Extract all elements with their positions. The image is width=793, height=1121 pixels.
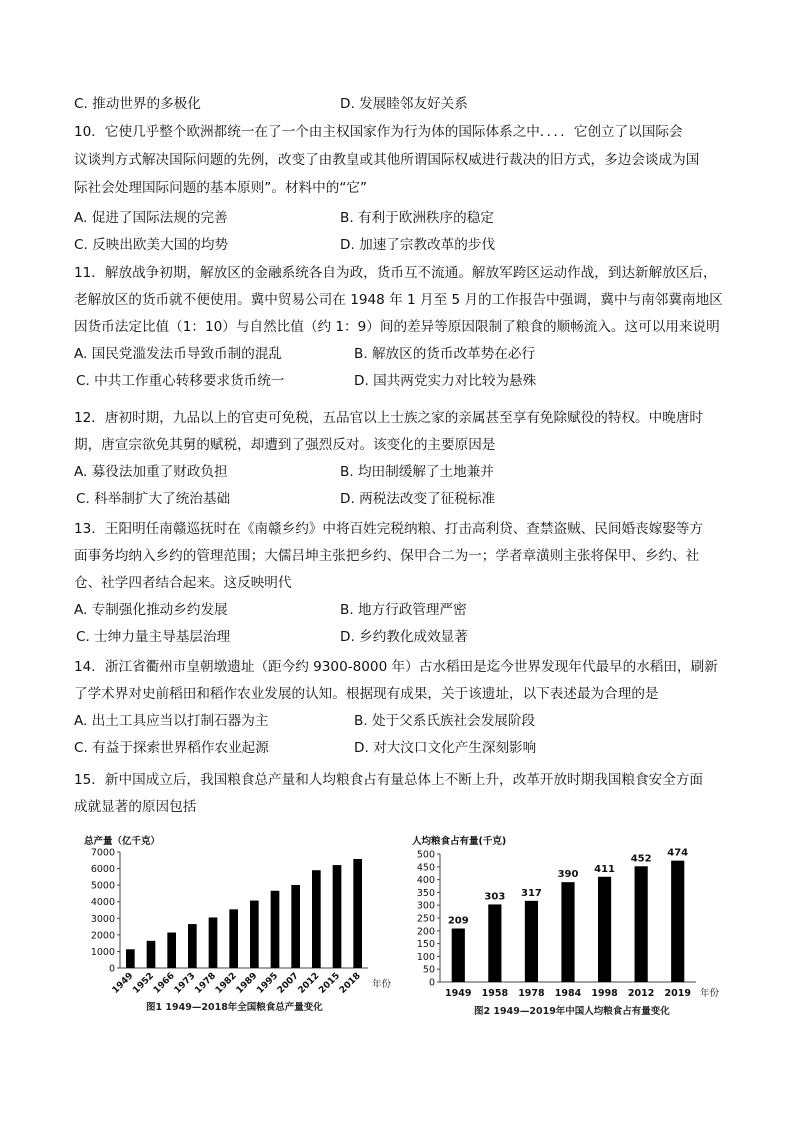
y-tick-label: 6000 xyxy=(90,864,115,876)
q9-option-c: C. 推动世界的多极化 xyxy=(74,96,201,112)
bar xyxy=(126,949,135,968)
y-tick-label: 1000 xyxy=(90,946,115,958)
y-tick-label: 7000 xyxy=(90,847,115,859)
y-tick-label: 100 xyxy=(416,951,435,963)
y-tick-label: 250 xyxy=(416,913,435,925)
y-tick-label: 50 xyxy=(422,964,435,976)
bar-value-label: 390 xyxy=(557,869,579,881)
x-tick-label: 1958 xyxy=(481,988,509,999)
q13-option-d: D. 乡约教化成效显著 xyxy=(340,629,468,645)
q13-option-a: A. 专制强化推动乡约发展 xyxy=(74,602,228,618)
q10-stem-line-2: 议谈判方式解决国际问题的先例，改变了由教皇或其他所谓国际权威进行裁决的旧方式，多边会谈成为国 xyxy=(74,152,700,168)
y-tick-label: 300 xyxy=(416,900,435,912)
bar-value-label: 452 xyxy=(630,853,652,865)
bar xyxy=(598,877,611,982)
bar xyxy=(452,928,465,982)
q11-stem-line-2: 老解放区的货币就不便使用。冀中贸易公司在 1948 年 1 月至 5 月的工作报告中强调，冀中与南邻冀南地区 xyxy=(74,292,723,308)
bar xyxy=(635,866,648,982)
q14-option-b: B. 处于父系氏族社会发展阶段 xyxy=(354,713,536,729)
q11-option-d: D. 国共两党实力对比较为悬殊 xyxy=(354,373,537,389)
q12-stem-line-1: 12．唐初时期，九品以上的官吏可免税，五品官以上士族之家的亲属甚至享有免除赋役的特权。中晚唐时 xyxy=(74,410,704,426)
x-tick-label: 2007 xyxy=(275,971,301,996)
y-tick-label: 400 xyxy=(416,875,435,887)
q11-option-b: B. 解放区的货币改革势在必行 xyxy=(354,346,536,362)
q15-stem-line-1: 15．新中国成立后，我国粮食总产量和人均粮食占有量总体上不断上升，改革开放时期我国粮食安全方面 xyxy=(74,772,704,788)
bar xyxy=(147,941,156,968)
y-tick-label: 200 xyxy=(416,926,435,938)
x-tick-label: 1998 xyxy=(591,988,618,999)
y-tick-label: 3000 xyxy=(90,913,115,925)
x-tick-label: 2015 xyxy=(317,971,343,996)
q9-option-d: D. 发展睦邻友好关系 xyxy=(340,96,468,112)
q13-stem-line-2: 面事务均纳入乡约的管理范围；大儒吕坤主张把乡约、保甲合二为一；学者章潢则主张将保甲、乡约、社 xyxy=(74,548,700,564)
bar xyxy=(333,865,342,968)
bar-value-label: 411 xyxy=(594,863,616,875)
q12-option-a: A. 募役法加重了财政负担 xyxy=(74,464,228,480)
bar-value-label: 317 xyxy=(520,887,542,899)
bar xyxy=(209,917,218,968)
bar xyxy=(229,909,238,968)
y-tick-label: 150 xyxy=(416,939,435,951)
chart-caption: 图1 1949—2018年全国粮食总产量变化 xyxy=(146,1002,323,1013)
chart-caption: 图2 1949—2019年中国人均粮食占有量变化 xyxy=(474,1006,670,1017)
y-tick-label: 500 xyxy=(416,849,435,861)
bar-value-label: 209 xyxy=(447,915,469,927)
q12-option-c: C. 科举制扩大了统治基础 xyxy=(76,491,231,507)
q11-stem-line-3: 因货币法定比值（1：10）与自然比值（约 1：9）间的差异等原因限制了粮食的顺畅流入。这可以用来说明 xyxy=(74,319,720,335)
q14-option-a: A. 出土工具应当以打制石器为主 xyxy=(74,713,269,729)
q12-option-d: D. 两税法改变了征税标准 xyxy=(340,491,496,507)
bar xyxy=(271,891,280,968)
x-axis-title: 年份 xyxy=(372,979,392,990)
x-tick-label: 1949 xyxy=(445,988,472,999)
total-grain-output-chart xyxy=(80,832,400,1022)
y-axis-title: 总产量（亿千克） xyxy=(84,836,161,847)
q11-stem-line-1: 11．解放战争初期，解放区的金融系统各自为政，货币互不流通。解放军跨区运动作战，到达新解放区后， xyxy=(74,265,717,281)
q10-stem-line-3: 际社会处理国际问题的基本原则”。材料中的“它” xyxy=(74,180,368,196)
bar xyxy=(291,885,300,968)
bar xyxy=(561,882,574,982)
x-tick-label: 1995 xyxy=(255,971,281,996)
y-tick-label: 350 xyxy=(416,887,435,899)
y-tick-label: 0 xyxy=(108,963,115,975)
x-tick-label: 2012 xyxy=(627,988,655,999)
x-tick-label: 1966 xyxy=(151,971,177,996)
per-capita-grain-chart xyxy=(410,832,730,1022)
q12-option-b: B. 均田制缓解了土地兼并 xyxy=(340,464,494,480)
x-axis-title: 年份 xyxy=(700,988,720,999)
x-tick-label: 1978 xyxy=(193,971,219,996)
bar xyxy=(671,861,684,982)
q13-stem-line-1: 13．王阳明任南赣巡抚时在《南赣乡约》中将百姓完税纳粮、打击高利贷、查禁盗贼、民间婚丧嫁娶等方 xyxy=(74,521,704,537)
q15-stem-line-2: 成就显著的原因包括 xyxy=(74,799,197,815)
q10-option-a: A. 促进了国际法规的完善 xyxy=(74,210,228,226)
q13-option-b: B. 地方行政管理严密 xyxy=(340,602,467,618)
y-tick-label: 2000 xyxy=(90,930,115,942)
q13-stem-line-3: 仓、社学四者结合起来。这反映明代 xyxy=(74,575,292,591)
x-tick-label: 1989 xyxy=(234,971,260,996)
q11-option-a: A. 国民党滥发法币导致币制的混乱 xyxy=(74,346,283,362)
q10-option-c: C. 反映出欧美大国的均势 xyxy=(74,237,229,253)
x-tick-label: 1952 xyxy=(131,971,157,996)
x-tick-label: 2012 xyxy=(296,971,322,996)
y-tick-label: 4000 xyxy=(90,897,115,909)
x-tick-label: 1949 xyxy=(110,971,136,996)
q14-option-d: D. 对大汶口文化产生深刻影响 xyxy=(354,740,537,756)
q14-option-c: C. 有益于探索世界稻作农业起源 xyxy=(74,740,269,756)
x-tick-label: 1973 xyxy=(172,971,198,996)
q14-stem-line-1: 14．浙江省衢州市皇朝墩遗址（距今约 9300-8000 年）古水稻田是迄今世界发现年代最早的水稻田，刷新 xyxy=(74,659,718,675)
y-tick-label: 5000 xyxy=(90,880,115,892)
x-tick-label: 2018 xyxy=(337,971,363,996)
bar-value-label: 474 xyxy=(667,847,689,859)
bar xyxy=(353,859,362,968)
bar xyxy=(167,933,176,968)
bar xyxy=(188,924,197,968)
x-tick-label: 2019 xyxy=(664,988,691,999)
x-tick-label: 1982 xyxy=(213,971,239,996)
q12-stem-line-2: 期，唐宣宗欲免其舅的赋税，却遭到了强烈反对。该变化的主要原因是 xyxy=(74,437,496,453)
q10-stem-line-1: 10．它使几乎整个欧洲都统一在了一个由主权国家作为行为体的国际体系之中．．．．它创立了以国际会 xyxy=(74,124,683,140)
bar-value-label: 303 xyxy=(484,891,506,903)
q13-option-c: C. 士绅力量主导基层治理 xyxy=(76,629,231,645)
x-tick-label: 1984 xyxy=(554,988,582,999)
bar xyxy=(525,901,538,982)
y-tick-label: 0 xyxy=(428,977,435,989)
y-axis-title: 人均粮食占有量(千克) xyxy=(412,836,507,847)
x-tick-label: 1978 xyxy=(518,988,545,999)
bar xyxy=(250,901,259,968)
bar xyxy=(488,904,501,982)
q14-stem-line-2: 了学术界对史前稻田和稻作农业发展的认知。根据现有成果，关于该遗址，以下表述最为合理的是 xyxy=(74,686,659,702)
q11-option-c: C. 中共工作重心转移要求货币统一 xyxy=(76,373,285,389)
y-tick-label: 450 xyxy=(416,862,435,874)
q10-option-b: B. 有利于欧洲秩序的稳定 xyxy=(340,210,494,226)
q10-option-d: D. 加速了宗教改革的步伐 xyxy=(340,237,496,253)
bar xyxy=(312,870,321,968)
